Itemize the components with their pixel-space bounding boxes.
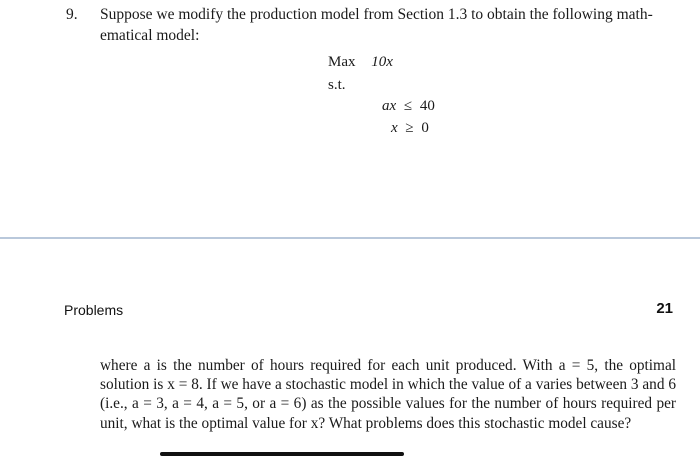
page-number: 21: [656, 300, 673, 317]
constraint-hours: [382, 96, 435, 116]
constraint-nonneg-rhs: 0: [421, 120, 429, 136]
objective-row: [328, 52, 393, 72]
subject-to-label: s.t.: [328, 77, 346, 93]
page-divider: [0, 237, 700, 239]
objective-expression: 10x: [371, 54, 393, 70]
constraint-nonneg-operator: ≥: [405, 120, 414, 136]
highlight-underline: [160, 452, 404, 456]
problem-continuation: where a is the number of hours required for each unit produced. With a = 5, the optimal solution is x = 8. If we have a stochastic model in which the value of a varies between 3 and 6 (i.e., a = 3, a = 4, a = 5, or a = 6) as the possible values for the number of hours required per unit, what is the optimal value for x? What problems does this stochastic model cause?: [100, 357, 676, 432]
constraint-hours-lhs: ax: [382, 98, 397, 114]
constraint-hours-operator: ≤: [403, 98, 413, 114]
constraint-nonneg-lhs: x: [391, 120, 398, 136]
problem-statement: Suppose we modify the production model from Section 1.3 to obtain the following math-ematical model:: [100, 6, 653, 44]
constraint-hours-rhs: 40: [419, 98, 435, 114]
running-head-title: Problems: [64, 302, 124, 318]
objective-keyword: Max: [328, 54, 356, 70]
constraint-nonnegativity: [391, 118, 429, 138]
problem-number: 9.: [66, 6, 78, 23]
